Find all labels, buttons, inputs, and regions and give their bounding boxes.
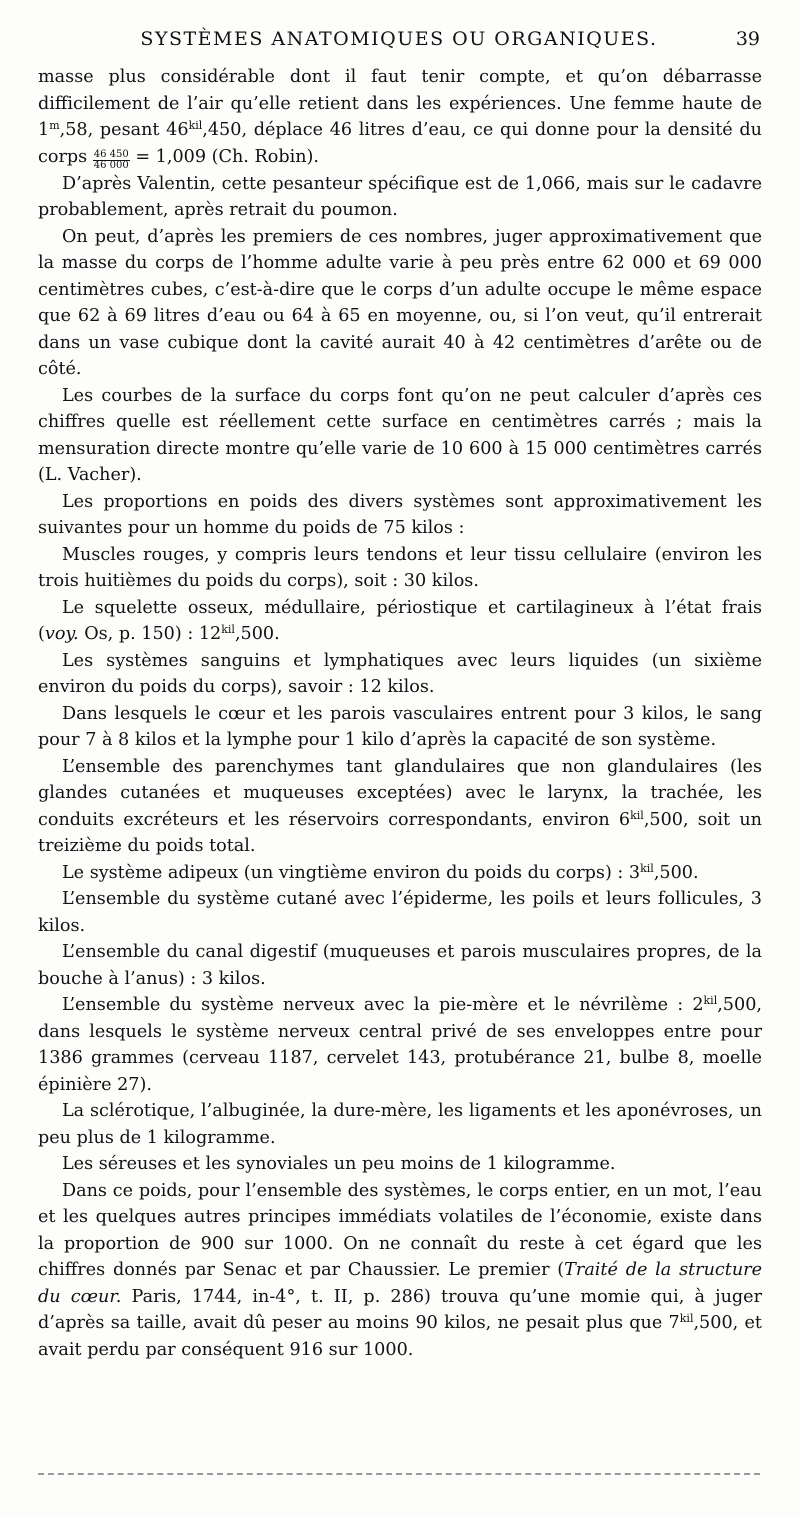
superscript: kil xyxy=(679,1312,694,1325)
text-run: ,450, déplace 46 litres d’eau, ce qui donne pour la densité du corps xyxy=(38,120,762,167)
text-run: ,500, soit un treizième du poids total. xyxy=(38,809,762,856)
paragraph: Dans lesquels le cœur et les parois vasculaires entrent pour 3 kilos, le sang pour 7 à 8 kilos et la lymphe pour 1 kilo d’après la capacité de son système. xyxy=(38,703,762,750)
paragraph: D’après Valentin, cette pesanteur spécifique est de 1,066, mais sur le cadavre probablement, après retrait du poumon. xyxy=(38,173,762,220)
running-header xyxy=(38,28,760,54)
text-run: ,500. xyxy=(234,624,280,644)
text-run: Paris, 1744, in-4°, t. II, p. 286) trouva qu’une momie qui, à juger d’après sa taille, avait dû peser au moins 90 kilos, ne pesait plus que 7 xyxy=(38,1286,762,1333)
paragraph xyxy=(38,595,762,648)
fraction-denominator: 46 000 xyxy=(93,159,129,171)
text-run: ,500, et avait perdu par conséquent 916 sur 1000. xyxy=(38,1313,762,1360)
paragraph xyxy=(38,992,762,1098)
paragraph: Les courbes de la surface du corps font qu’on ne peut calculer d’après ces chiffres quelle est réellement cette surface en centimètres carrés ; mais la mensuration directe montre qu’elle varie de 10 600 à 15 000 centimètres carrés (L. Vacher). xyxy=(38,385,762,485)
italic-text: voy. xyxy=(44,624,79,644)
superscript: kil xyxy=(221,623,235,636)
text-run: Os, p. 150) : 12 xyxy=(78,624,222,644)
paragraph: On peut, d’après les premiers de ces nombres, juger approximativement que la masse du corps de l’homme adulte varie à peu près entre 62 000 et 69 000 centimètres cubes, c’est-à-dire que le corps d’un adulte occupe le même espace que 62 à 69 litres d’eau ou 64 à 65 en moyenne, ou, si l’on veut, qu’il entrerait dans un vase cubique dont la cavité aurait 40 à 42 centimètres d’arête ou de côté. xyxy=(38,226,762,379)
paragraph xyxy=(38,754,762,860)
text-run: = 1,009 (Ch. Robin). xyxy=(129,146,319,167)
fraction xyxy=(93,150,130,171)
text-run: L’ensemble du système nerveux avec la pie-mère et le névrilème : 2 xyxy=(62,995,704,1015)
paragraph: La sclérotique, l’albuginée, la dure-mère, les ligaments et les aponévroses, un peu plus de 1 kilogramme. xyxy=(38,1101,762,1148)
running-title: SYSTÈMES ANATOMIQUES OU ORGANIQUES. xyxy=(140,28,658,50)
fraction-numerator: 46 450 xyxy=(93,148,129,160)
paragraph xyxy=(38,860,762,887)
italic-text: Traité de la structure du cœur. xyxy=(38,1260,763,1307)
text-run: L’ensemble des parenchymes tant glandulaires que non glandulaires (les glandes cutanées et muqueuses exceptées) avec le larynx, la trachée, les conduits excréteurs et les réservoirs correspondants, environ 6 xyxy=(38,756,762,830)
text-run: Le système adipeux (un vingtième environ du poids du corps) : 3 xyxy=(62,862,641,883)
superscript: kil xyxy=(630,808,644,822)
paragraph: Les proportions en poids des divers systèmes sont approximativement les suivantes pour un homme du poids de 75 kilos : xyxy=(38,491,762,538)
paragraph: Muscles rouges, y compris leurs tendons et leur tissu cellulaire (environ les trois huitièmes du poids du corps), soit : 30 kilos. xyxy=(38,544,762,591)
text-run: masse plus considérable dont il faut tenir compte, et qu’on débarrasse difficilement de l’air qu’elle retient dans les expériences. Une femme haute de 1 xyxy=(38,67,762,140)
paragraph xyxy=(38,64,762,171)
text-run: ,58, pesant 46 xyxy=(59,120,189,140)
page-number: 39 xyxy=(735,28,760,50)
paragraph xyxy=(38,1178,762,1364)
superscript: kil xyxy=(703,994,718,1007)
text-run: ,500. xyxy=(653,862,699,883)
text-run: ,500, dans lesquels le système nerveux central privé de ses enveloppes entre pour 1386 grammes (cerveau 1187, cervelet 143, protubérance 21, bulbe 8, moelle épinière 27). xyxy=(38,995,762,1095)
paragraph: L’ensemble du canal digestif (muqueuses et parois musculaires propres, de la bouche à l’anus) : 3 kilos. xyxy=(38,942,762,989)
superscript: kil xyxy=(188,119,203,132)
paragraph: Les séreuses et les synoviales un peu moins de 1 kilogramme. xyxy=(62,1154,616,1174)
text-run: Dans ce poids, pour l’ensemble des systèmes, le corps entier, en un mot, l’eau et les quelques autres principes immédiats volatiles de l’économie, existe dans la proportion de 900 sur 1000. On ne connaît du reste à cet égard que les chiffres donnés par Senac et par Chaussier. Le premier ( xyxy=(38,1180,762,1280)
superscript: kil xyxy=(640,861,654,875)
text-run: Le squelette osseux, médullaire, périostique et cartilagineux à l’état frais ( xyxy=(38,597,762,644)
superscript: m xyxy=(49,119,60,132)
footer-rule xyxy=(38,1473,760,1475)
paragraph: Les systèmes sanguins et lymphatiques avec leurs liquides (un sixième environ du poids du corps), savoir : 12 kilos. xyxy=(38,650,762,697)
body-text xyxy=(38,64,762,1363)
paragraph: L’ensemble du système cutané avec l’épiderme, les poils et leurs follicules, 3 kilos. xyxy=(38,889,762,936)
